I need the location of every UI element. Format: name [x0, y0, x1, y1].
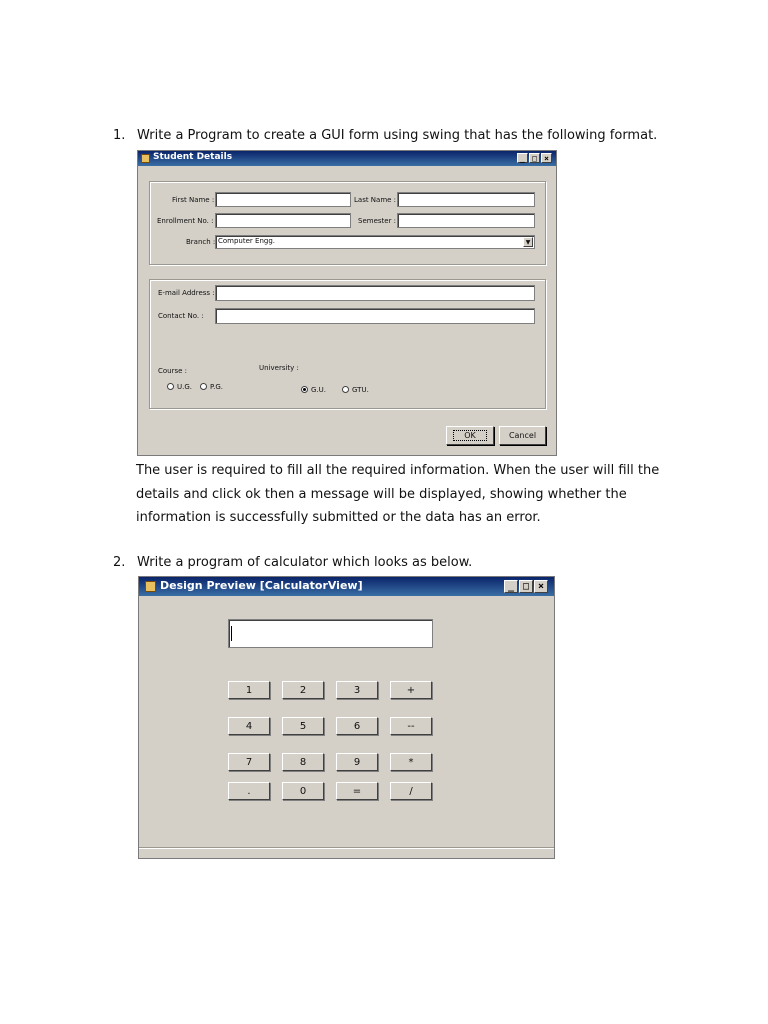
java-cup-icon — [141, 154, 150, 163]
cancel-button[interactable]: Cancel — [499, 426, 546, 445]
question-2-number: 2. — [113, 555, 126, 570]
close-icon[interactable]: × — [534, 580, 548, 593]
key-5[interactable]: 5 — [282, 717, 324, 735]
question-2-text: Write a program of calculator which looks as below. — [137, 555, 473, 570]
university-gu-radio[interactable] — [301, 386, 308, 393]
enrollment-field[interactable] — [215, 213, 351, 228]
course-pg-radio[interactable] — [200, 383, 207, 390]
key-2[interactable]: 2 — [282, 681, 324, 699]
last-name-label: Last Name : — [354, 196, 397, 204]
first-name-field[interactable] — [215, 192, 351, 207]
university-label: University : — [259, 364, 299, 372]
key-9[interactable]: 9 — [336, 753, 378, 771]
university-gtu-radio[interactable] — [342, 386, 349, 393]
ok-button-label: OK — [454, 431, 486, 440]
instructions-line-1: The user is required to fill all the required information. When the user will fill the — [136, 463, 660, 478]
student-window-title: Student Details — [153, 152, 233, 162]
instructions-line-3: information is successfully submitted or the data has an error. — [136, 510, 541, 525]
key-equals[interactable]: = — [336, 782, 378, 800]
key-decimal[interactable]: . — [228, 782, 270, 800]
course-label: Course : — [158, 367, 188, 375]
java-cup-icon — [145, 581, 156, 592]
university-gtu-label: GTU. — [352, 386, 369, 394]
university-gu-label: G.U. — [311, 386, 326, 394]
maximize-icon[interactable]: □ — [529, 153, 540, 163]
calculator-window-titlebar — [139, 577, 554, 596]
contact-label: Contact No. : — [158, 312, 204, 320]
calculator-display[interactable] — [228, 619, 433, 648]
key-1[interactable]: 1 — [228, 681, 270, 699]
email-field[interactable] — [215, 285, 535, 301]
key-6[interactable]: 6 — [336, 717, 378, 735]
calculator-window-title: Design Preview [CalculatorView] — [160, 579, 363, 592]
key-multiply[interactable]: * — [390, 753, 432, 771]
branch-label: Branch : — [186, 238, 216, 246]
email-label: E-mail Address : — [158, 289, 215, 297]
semester-field[interactable] — [397, 213, 535, 228]
key-8[interactable]: 8 — [282, 753, 324, 771]
calculator-window — [138, 576, 555, 859]
ok-button[interactable] — [446, 426, 494, 445]
branch-combo[interactable] — [215, 235, 535, 249]
enrollment-label: Enrollment No. : — [157, 217, 214, 225]
key-divide[interactable]: / — [390, 782, 432, 800]
student-window-titlebar — [138, 151, 556, 166]
branch-combo-value: Computer Engg. — [218, 237, 275, 245]
contact-field[interactable] — [215, 308, 535, 324]
key-plus[interactable]: + — [390, 681, 432, 699]
key-minus[interactable]: -- — [390, 717, 432, 735]
course-ug-radio[interactable] — [167, 383, 174, 390]
student-details-window — [137, 150, 557, 456]
question-1-number: 1. — [113, 128, 126, 143]
calculator-status-divider — [139, 847, 554, 849]
key-7[interactable]: 7 — [228, 753, 270, 771]
semester-label: Semester : — [358, 217, 397, 225]
student-window-controls — [517, 153, 552, 163]
last-name-field[interactable] — [397, 192, 535, 207]
key-0[interactable]: 0 — [282, 782, 324, 800]
minimize-icon[interactable]: _ — [517, 153, 528, 163]
maximize-icon[interactable]: □ — [519, 580, 533, 593]
key-4[interactable]: 4 — [228, 717, 270, 735]
instructions-line-2: details and click ok then a message will be displayed, showing whether the — [136, 486, 627, 502]
calculator-window-controls — [504, 580, 548, 593]
text-cursor-icon — [231, 626, 232, 641]
first-name-label: First Name : — [172, 196, 215, 204]
course-ug-label: U.G. — [177, 383, 192, 391]
close-icon[interactable]: × — [541, 153, 552, 163]
minimize-icon[interactable]: _ — [504, 580, 518, 593]
question-1-text: Write a Program to create a GUI form using swing that has the following format. — [137, 128, 658, 143]
chevron-down-icon[interactable]: ▼ — [523, 237, 533, 247]
instructions-paragraph — [136, 459, 696, 530]
key-3[interactable]: 3 — [336, 681, 378, 699]
course-pg-label: P.G. — [210, 383, 224, 391]
